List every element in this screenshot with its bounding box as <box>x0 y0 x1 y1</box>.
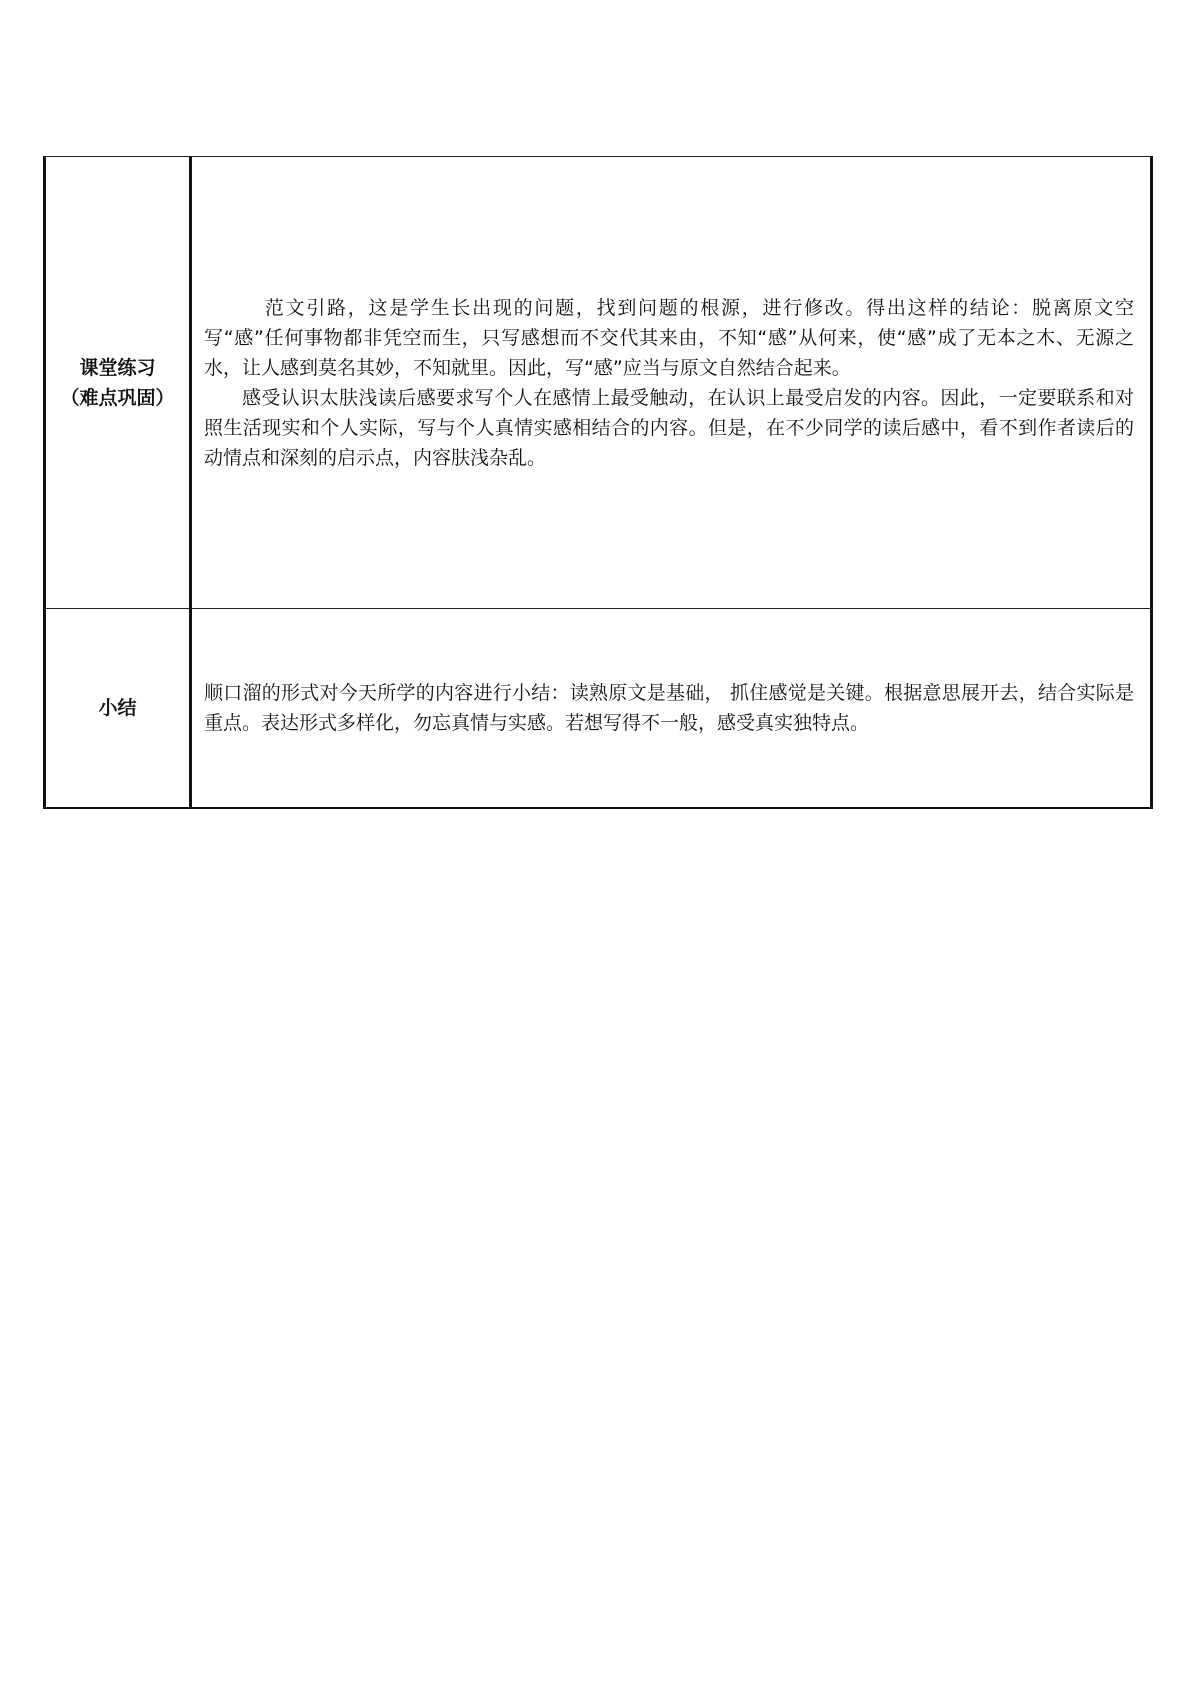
content-cell-classroom-exercise <box>191 157 1152 609</box>
paragraph-shallow-feeling: 感受认识太肤浅读后感要求写个人在感情上最受触动，在认识上最受启发的内容。因此，一定要联系和对照生活现实和个人实际，写与个人真情实感相结合的内容。但是，在不少同学的读后感中，看不到作者读后的动情点和深刻的启示点，内容肤浅杂乱。 <box>204 386 1134 469</box>
label-line-2: （难点巩固） <box>60 386 175 409</box>
row-label-classroom-exercise <box>45 157 191 609</box>
table-row-summary <box>45 609 1152 808</box>
label-line-1: 课堂练习 <box>79 356 156 379</box>
lesson-table <box>43 156 1153 809</box>
paragraph-summary-rhyme: 顺口溜的形式对今天所学的内容进行小结：读熟原文是基础， 抓住感觉是关键。根据意思展开去，结合实际是重点。表达形式多样化，勿忘真情与实感。若想写得不一般，感受真实独特点。 <box>204 681 1134 734</box>
table-row-classroom-exercise <box>45 157 1152 609</box>
paragraph-model-essay: 范文引路，这是学生长出现的问题，找到问题的根源，进行修改。得出这样的结论：脱离原文空写“感”任何事物都非凭空而生，只写感想而不交代其来由，不知“感”从何来，使“感”成了无本之木、无源之水，让人感到莫名其妙，不知就里。因此，写“感”应当与原文自然结合起来。 <box>204 296 1134 379</box>
content-cell-summary <box>191 609 1152 808</box>
row-label-summary: 小结 <box>45 609 191 808</box>
